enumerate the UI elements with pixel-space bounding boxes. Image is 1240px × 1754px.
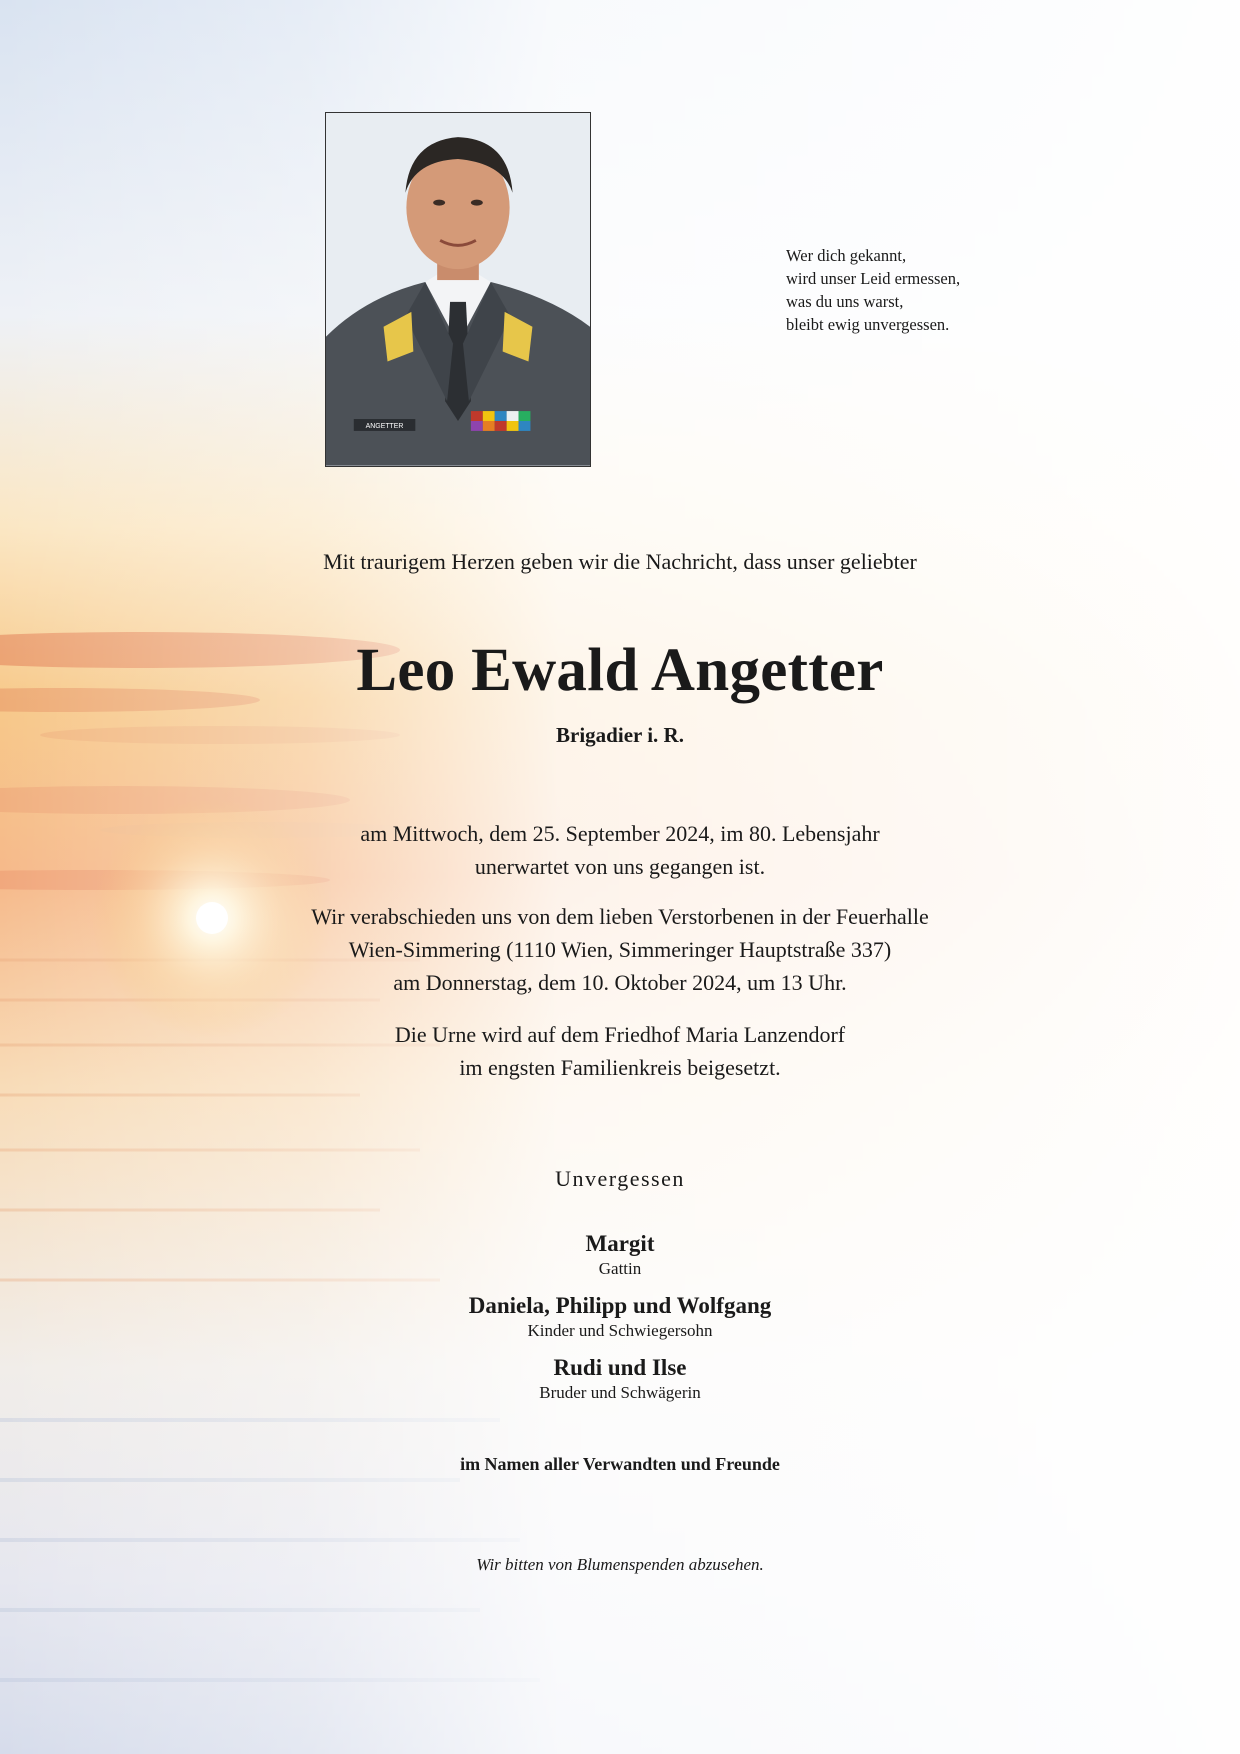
flower-note: Wir bitten von Blumenspenden abzusehen. xyxy=(476,1555,764,1574)
announcement-intro: Mit traurigem Herzen geben wir die Nachricht, dass unser geliebter xyxy=(323,549,917,574)
farewell-line: Wir verabschieden uns von dem lieben Verstorbenen in der Feuerhalle xyxy=(311,904,929,929)
poem-line: Wer dich gekannt, xyxy=(786,246,907,265)
farewell-line: Wien-Simmering (1110 Wien, Simmeringer Hauptstraße 337) xyxy=(348,937,892,962)
poem-line: wird unser Leid ermessen, xyxy=(786,269,961,288)
mourner-relation: Kinder und Schwiegersohn xyxy=(527,1321,713,1340)
portrait-photo xyxy=(325,112,591,467)
deceased-name: Leo Ewald Angetter xyxy=(356,637,884,704)
name-tag: ANGETTER xyxy=(365,422,404,430)
death-line: am Mittwoch, dem 25. September 2024, im 80. Lebensjahr xyxy=(360,821,880,846)
mourner-entry xyxy=(0,1292,1240,1342)
burial-paragraph xyxy=(0,1018,1240,1084)
portrait-illustration xyxy=(326,113,590,466)
poem xyxy=(786,244,1046,336)
mourner-name: Margit xyxy=(585,1231,655,1256)
mourner-name: Daniela, Philipp und Wolfgang xyxy=(468,1293,772,1318)
mourners-heading: Unvergessen xyxy=(555,1166,685,1191)
mourner-entry xyxy=(0,1354,1240,1404)
farewell-paragraph xyxy=(0,900,1240,999)
mourner-relation: Gattin xyxy=(598,1259,642,1278)
mourner-relation: Bruder und Schwägerin xyxy=(539,1383,701,1402)
mourner-entry xyxy=(0,1230,1240,1280)
death-line: unerwartet von uns gegangen ist. xyxy=(474,854,766,879)
death-paragraph xyxy=(0,817,1240,883)
burial-line: Die Urne wird auf dem Friedhof Maria Lanzendorf xyxy=(394,1022,846,1047)
farewell-line: am Donnerstag, dem 10. Oktober 2024, um 13 Uhr. xyxy=(393,970,847,995)
burial-line: im engsten Familienkreis beigesetzt. xyxy=(459,1055,781,1080)
mourners-closing: im Namen aller Verwandten und Freunde xyxy=(460,1454,780,1474)
deceased-rank: Brigadier i. R. xyxy=(556,723,684,747)
poem-line: was du uns warst, xyxy=(786,292,904,311)
mourners-list xyxy=(0,1230,1240,1416)
mourner-name: Rudi und Ilse xyxy=(553,1355,687,1380)
poem-line: bleibt ewig unvergessen. xyxy=(786,315,950,334)
